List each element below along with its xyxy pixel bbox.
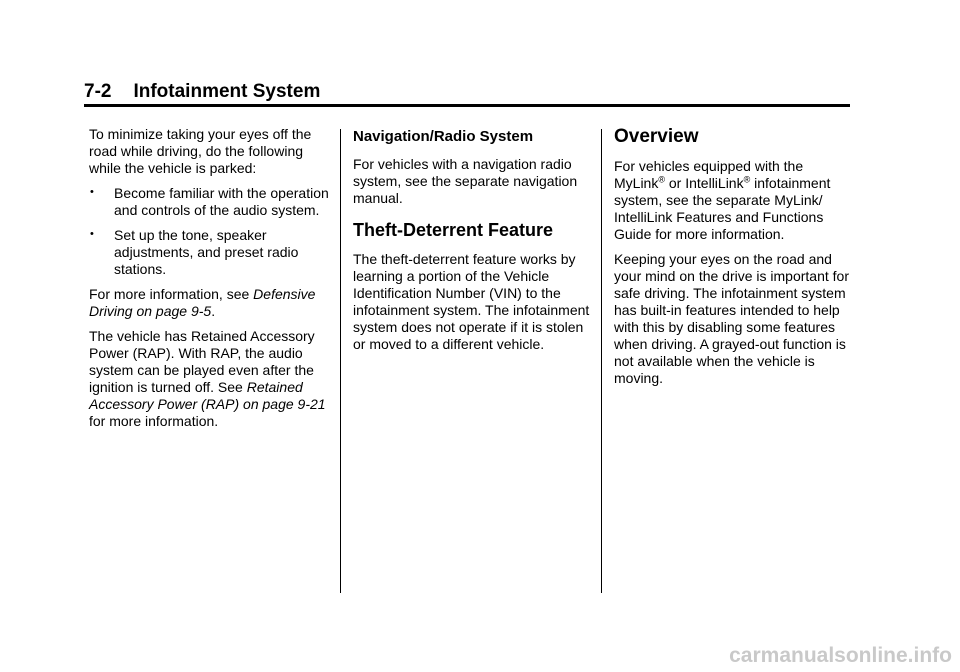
rap-link[interactable]: Retained Accessory Power (RAP) on page 9-21: [89, 379, 326, 412]
bullet-text: Become familiar with the operation and controls of the audio system.: [114, 185, 329, 218]
nav-heading: Navigation/Radio System: [353, 128, 534, 145]
bullet-text: Set up the tone, speaker adjustments, and preset radio stations.: [114, 227, 299, 277]
theft-paragraph: The theft-deterrent feature works by learning a portion of the Vehicle Identification Number (VIN) to the infotainment system. The infotainment system does not operate if it is stolen or moved to a different vehicle.: [353, 251, 590, 352]
more-info-prefix: For more information, see: [89, 286, 254, 302]
overview-text-b: or IntelliLink: [665, 175, 744, 191]
rap-paragraph: [89, 328, 334, 430]
list-item: [89, 185, 334, 219]
overview-paragraph-2: Keeping your eyes on the road and your mind on the drive is important for safe driving. The infotainment system has built-in features intended to help with this by disabling some features when driving. A grayed-out function is not available when the vehicle is moving.: [614, 251, 849, 386]
rap-text: The vehicle has Retained Accessory Power (RAP). With RAP, the audio system can be played even after the ignition is turned off. See: [89, 328, 315, 395]
column-right: [614, 126, 854, 395]
more-info-paragraph: [89, 286, 334, 320]
page-header: [84, 80, 850, 104]
registered-mark: ®: [658, 174, 665, 185]
column-left: [89, 126, 334, 438]
defensive-driving-link[interactable]: Defensive Driving on page 9-5: [89, 286, 316, 319]
list-item: [89, 227, 334, 278]
overview-text-c: infotainment system, see the separate MyLink/ IntelliLink Features and Functions Guide for more information.: [614, 175, 831, 242]
theft-heading: Theft-Deterrent Feature: [353, 220, 554, 240]
column-divider-2: [601, 129, 602, 593]
watermark: carmanualsonline.info: [729, 644, 952, 667]
bullet-icon: •: [90, 186, 94, 198]
overview-text-a: For vehicles equipped with the MyLink: [614, 158, 804, 191]
registered-mark: ®: [743, 174, 751, 185]
intro-paragraph: To minimize taking your eyes off the road while driving, do the following while the vehicle is parked:: [89, 126, 312, 176]
overview-paragraph-1: [614, 158, 854, 243]
column-middle: [353, 126, 598, 361]
page-number: 7-2: [84, 81, 112, 102]
rap-suffix: for more information.: [89, 413, 219, 429]
bullet-icon: •: [90, 228, 94, 240]
header-rule: [84, 104, 850, 107]
nav-paragraph: For vehicles with a navigation radio system, see the separate navigation manual.: [353, 156, 578, 206]
overview-heading: Overview: [614, 126, 699, 147]
section-title: Infotainment System: [133, 81, 321, 102]
more-info-suffix: .: [211, 303, 216, 319]
column-divider-1: [340, 129, 341, 593]
